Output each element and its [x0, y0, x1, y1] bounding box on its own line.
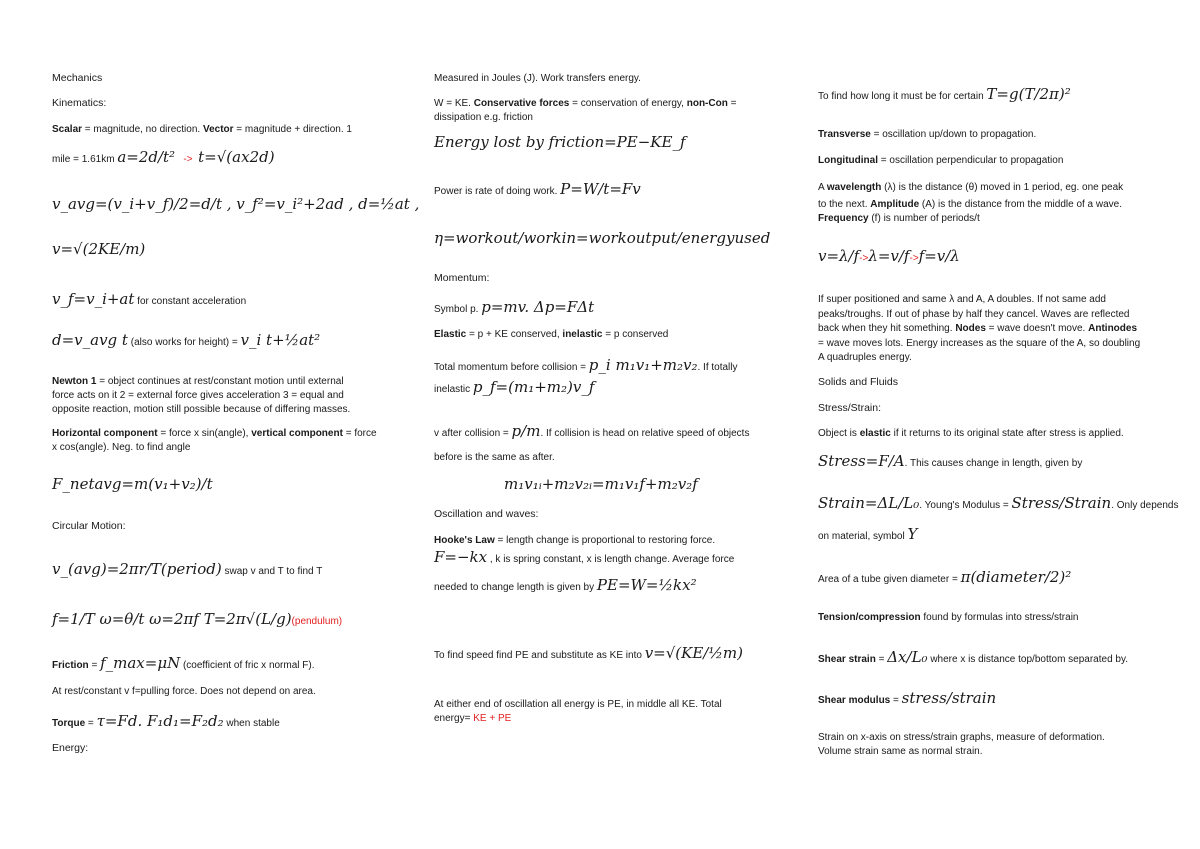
term-shear-modulus: Shear modulus [818, 695, 891, 706]
term-longitudinal: Longitudinal [818, 155, 878, 166]
text: Power is rate of doing work. [434, 186, 561, 197]
text: To find speed find PE and substitute as KE into [434, 650, 645, 661]
text-line [434, 534, 715, 547]
text-line: = wave moves lots. Energy increases as the square of the A, so doubling [818, 338, 1141, 349]
text: = [85, 718, 97, 729]
text-line [434, 97, 736, 110]
text-line [52, 375, 344, 388]
text-line [818, 198, 1122, 211]
text-line: opposite reaction, motion still possible because of differing masses. [52, 404, 351, 415]
section-heading-momentum: Momentum: [434, 272, 490, 284]
text: back when they hit something. [818, 323, 956, 334]
text: = p conserved [602, 329, 669, 340]
formula: λ=v/f [868, 247, 910, 265]
text-line [818, 452, 1082, 473]
formula: F_netavg=m(v₁+v₂)/t [52, 475, 213, 493]
text: to the next. [818, 199, 871, 210]
text: Object is [818, 428, 860, 439]
text: . This causes change in length, given by [904, 458, 1083, 469]
text: = magnitude + direction. 1 [233, 124, 352, 135]
formula: P=W/t=Fv [560, 180, 641, 198]
text-line [52, 713, 280, 732]
term-shear-strain: Shear strain [818, 654, 876, 665]
text: . Young's Modulus = [919, 500, 1012, 511]
term-torque: Torque [52, 718, 86, 729]
term-elastic: Elastic [434, 329, 467, 340]
formula: Stress=F/A [818, 452, 905, 470]
text-line [434, 712, 511, 725]
text-line [52, 427, 377, 440]
text: = [875, 654, 888, 665]
text: needed to change length is given by [434, 582, 597, 593]
text-line [52, 655, 315, 674]
term-tension-compression: Tension/compression [818, 612, 921, 623]
formula: m₁v₁ᵢ+m₂v₂ᵢ=m₁v₁f+m₂v₂f [504, 475, 698, 493]
text: found by formulas into stress/strain [920, 612, 1079, 623]
text-line [434, 422, 749, 443]
text: v after collision = [434, 428, 512, 439]
text-line [52, 123, 352, 136]
column-waves-solids [818, 0, 1179, 849]
text: swap v and T to find T [221, 566, 323, 577]
text-line: dissipation e.g. friction [434, 112, 533, 123]
text-line: Volume strain same as normal strain. [818, 746, 983, 757]
text: on material, symbol [818, 531, 908, 542]
text: when stable [223, 718, 280, 729]
text-line [52, 331, 320, 352]
text-line [818, 154, 1063, 167]
text-line [818, 648, 1128, 669]
text: for constant acceleration [134, 296, 247, 307]
text: = oscillation up/down to propagation. [870, 129, 1037, 140]
term-vector: Vector [202, 124, 234, 135]
formula: τ=Fd. F₁d₁=F₂d₂ [96, 712, 224, 730]
formula: stress/strain [901, 689, 997, 707]
term-vertical: vertical component [251, 428, 343, 439]
text: Symbol p. [434, 304, 482, 315]
text: = oscillation perpendicular to propagation [878, 155, 1064, 166]
text: Area of a tube given diameter = [818, 574, 961, 585]
formula: d=v_avg t [52, 331, 128, 349]
text-line [434, 356, 738, 377]
formula: Strain=ΔL/L₀ [818, 494, 920, 512]
text: energy= [434, 713, 474, 724]
term-horizontal: Horizontal component [52, 428, 158, 439]
section-heading-mechanics: Mechanics [52, 72, 103, 84]
text: = p + KE conserved, [466, 329, 563, 340]
text: = wave doesn't move. [985, 323, 1089, 334]
total-energy-value: KE + PE [473, 713, 512, 724]
text-line: peaks/troughs. If out of phase by half they cancel. Waves are reflected [818, 309, 1130, 320]
text-line: A quadruples energy. [818, 352, 912, 363]
text-line [52, 290, 246, 311]
text-line: before is the same as after. [434, 452, 555, 463]
text-line [818, 85, 1071, 106]
formula: π(diameter/2)² [960, 568, 1072, 586]
formula: v_i t+½at² [240, 331, 321, 349]
text-line [818, 611, 1078, 624]
term-antinodes: Antinodes [1088, 323, 1138, 334]
section-heading-solids-fluids: Solids and Fluids [818, 376, 898, 388]
formula: p_i m₁v₁+m₂v₂ [588, 356, 698, 374]
arrow-icon: -> [859, 253, 869, 264]
arrow-icon: -> [909, 253, 919, 264]
formula: PE=W=½kx² [596, 576, 697, 594]
formula: p=mv. Δp=FΔt [481, 298, 595, 316]
formula: v_(avg)=2πr/T(period) [52, 560, 222, 578]
text-line [434, 328, 668, 341]
text: (f) is number of periods/t [868, 213, 980, 224]
text: (λ) is the distance (θ) moved in 1 period, eg. one peak [881, 182, 1124, 193]
formula: Energy lost by friction=PE−KE_f [434, 133, 686, 151]
text-line [818, 247, 960, 268]
text-line [434, 576, 697, 597]
term-inelastic: inelastic [562, 329, 603, 340]
section-heading-energy: Energy: [52, 742, 89, 754]
text-line [818, 689, 996, 710]
formula: f=1/T ω=θ/t ω=2πf T=2π√(L/g) [52, 610, 292, 628]
text: W = KE. [434, 98, 474, 109]
text-line: Strain on x-axis on stress/strain graphs, measure of deformation. [818, 732, 1105, 743]
text: = length change is proportional to restoring force. [494, 535, 716, 546]
section-heading-stress-strain: Stress/Strain: [818, 402, 882, 414]
text: Total momentum before collision = [434, 362, 589, 373]
text: . If totally [697, 362, 738, 373]
term-elastic: elastic [859, 428, 891, 439]
formula: v=√(2KE/m) [52, 240, 146, 258]
formula: η=workout/workin=workoutput/energyused [434, 229, 771, 247]
section-heading-kinematics: Kinematics: [52, 97, 107, 109]
text: (also works for height) = [127, 337, 241, 348]
text-line: If super positioned and same λ and A, A doubles. If not same add [818, 294, 1106, 305]
formula: v_f=v_i+at [52, 290, 135, 308]
text-line [818, 427, 1124, 440]
text: . If collision is head on relative speed of objects [540, 428, 750, 439]
text-line [52, 610, 342, 631]
text-line [818, 212, 980, 225]
term-amplitude: Amplitude [870, 199, 920, 210]
text-line: At rest/constant v f=pulling force. Does not depend on area. [52, 686, 316, 697]
section-heading-circular-motion: Circular Motion: [52, 520, 126, 532]
formula: f_max=μN [100, 654, 181, 672]
formula: Stress/Strain [1011, 494, 1112, 512]
section-heading-oscillation-waves: Oscillation and waves: [434, 508, 539, 520]
formula: f=v/λ [918, 247, 960, 265]
formula: p_f=(m₁+m₂)v_f [472, 378, 595, 396]
text: (A) is the distance from the middle of a wave. [919, 199, 1123, 210]
term-transverse: Transverse [818, 129, 871, 140]
text: inelastic [434, 384, 473, 395]
text: = force x sin(angle), [157, 428, 252, 439]
text: = magnitude, no direction. [82, 124, 203, 135]
text-line [434, 298, 594, 319]
text-line [818, 322, 1137, 335]
formula: t=√(ax2d) [198, 148, 275, 166]
text: if it returns to its original state after stress is applied. [890, 428, 1124, 439]
arrow-icon: -> [183, 154, 193, 165]
term-conservative-forces: Conservative forces [473, 98, 570, 109]
term-non-con: non-Con [686, 98, 728, 109]
formula: v=λ/f [818, 247, 860, 265]
text-line [434, 378, 594, 399]
term-nodes: Nodes [955, 323, 986, 334]
text-line: Measured in Joules (J). Work transfers energy. [434, 73, 641, 84]
text-line [434, 548, 734, 569]
text-line [818, 494, 1178, 515]
term-scalar: Scalar [52, 124, 83, 135]
formula: v=√(KE/½m) [644, 644, 743, 662]
term-frequency: Frequency [818, 213, 869, 224]
text: = object continues at rest/constant motion until external [96, 376, 344, 387]
text: A [818, 182, 827, 193]
term-friction: Friction [52, 660, 89, 671]
text-line: x cos(angle). Neg. to find angle [52, 442, 191, 453]
term-newton: Newton 1 [52, 376, 97, 387]
text-line [818, 568, 1071, 589]
text-line [818, 181, 1123, 194]
text: where x is distance top/bottom separated by. [927, 654, 1129, 665]
text-line: At either end of oscillation all energy is PE, in middle all KE. Total [434, 699, 722, 710]
text: = [727, 98, 737, 109]
text-line [818, 526, 917, 545]
text-line [818, 128, 1036, 141]
formula: Y [907, 525, 918, 543]
formula: p/m [511, 422, 541, 440]
formula: T=g(T/2π)² [986, 85, 1071, 103]
text: (coefficient of fric x normal F). [180, 660, 315, 671]
text: = [890, 695, 902, 706]
formula: Δx/L₀ [887, 648, 928, 666]
term-wavelength: wavelength [826, 182, 882, 193]
text-line [52, 560, 322, 581]
formula: v_avg=(v_i+v_f)/2=d/t , v_f²=v_i²+2ad , d=½at , [52, 195, 420, 213]
term-hookes-law: Hooke's Law [434, 535, 495, 546]
text: = conservation of energy, [569, 98, 687, 109]
text-line [434, 180, 641, 201]
pendulum-note: (pendulum) [291, 616, 343, 627]
text: To find how long it must be for certain [818, 91, 987, 102]
text: mile = 1.61km [52, 154, 118, 165]
formula: F=−kx [434, 548, 488, 566]
text-line: force acts on it 2 = external force gives acceleration 3 = equal and [52, 390, 344, 401]
text: = force [342, 428, 377, 439]
text: . Only depends [1111, 500, 1179, 511]
text-line [52, 144, 275, 173]
text-line [434, 644, 743, 665]
column-mechanics [52, 0, 420, 849]
column-energy-momentum-oscillation [434, 0, 771, 849]
formula: a=2d/t² [117, 148, 176, 166]
text: , k is spring constant, x is length change. Average force [487, 554, 735, 565]
text: = [88, 660, 101, 671]
